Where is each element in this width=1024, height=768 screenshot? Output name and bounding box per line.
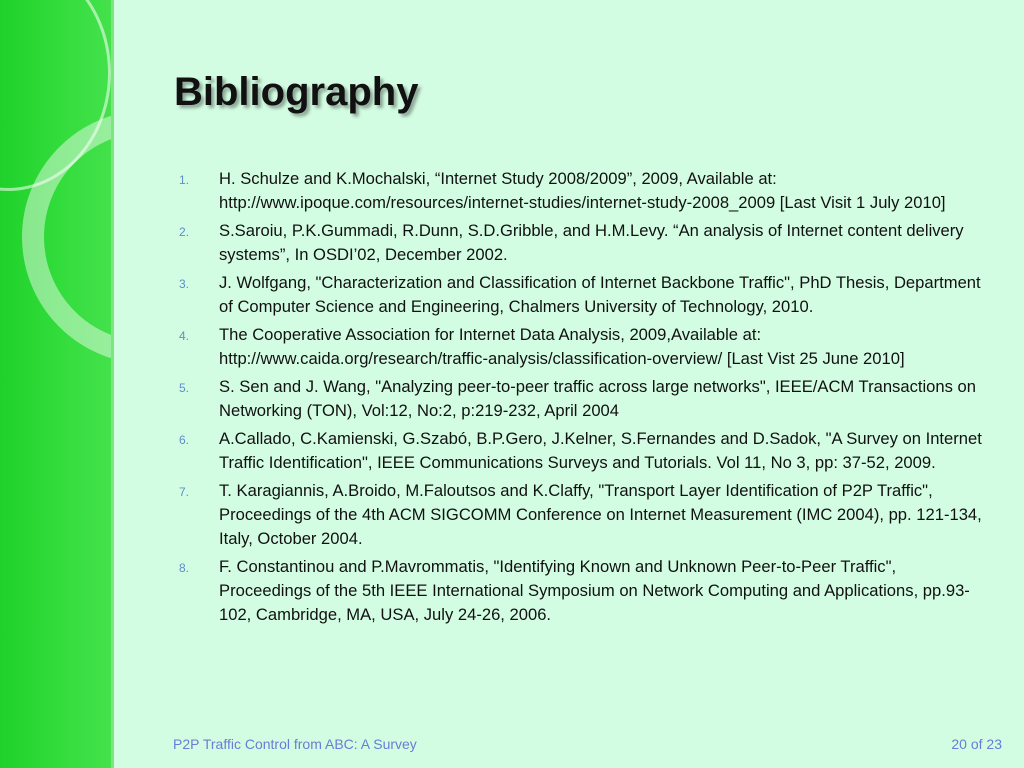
reference-number: 2. (179, 225, 190, 239)
reference-text: F. Constantinou and P.Mavrommatis, "Identifying Known and Unknown Peer-to-Peer Traffic", Proceedings of the 5th IEEE International Symposium on Network Computing and Applications, pp.93-102, Cambridge, MA, USA, July 24-26, 2006. (219, 557, 970, 624)
reference-item (178, 427, 988, 475)
footer-presentation-title: P2P Traffic Control from ABC: A Survey (173, 736, 417, 752)
decorative-sidebar (0, 0, 113, 768)
reference-text: H. Schulze and K.Mochalski, “Internet Study 2008/2009”, 2009, Available at: http://www.ipoque.com/resources/internet-studies/internet-study-2008_2009 [Last Visit 1 July 2010] (219, 169, 946, 212)
reference-text: The Cooperative Association for Internet Data Analysis, 2009,Available at: http://www.caida.org/research/traffic-analysis/classification-overview/ [Last Vist 25 June 2010] (219, 325, 905, 368)
reference-number: 3. (179, 277, 190, 291)
footer-page-indicator: 20 of 23 (951, 736, 1002, 752)
reference-text: S.Saroiu, P.K.Gummadi, R.Dunn, S.D.Gribble, and H.M.Levy. “An analysis of Internet content delivery systems”, In OSDI’02, December 2002. (219, 221, 964, 264)
sidebar-edge (111, 0, 114, 768)
reference-text: J. Wolfgang, "Characterization and Classification of Internet Backbone Traffic", PhD Thesis, Department of Computer Science and Engineering, Chalmers University of Technology, 2010. (219, 273, 981, 316)
reference-number: 7. (179, 485, 190, 499)
reference-item (178, 271, 988, 319)
reference-number: 1. (179, 173, 190, 187)
reference-number: 5. (179, 381, 190, 395)
reference-item (178, 323, 988, 371)
reference-text: A.Callado, C.Kamienski, G.Szabó, B.P.Gero, J.Kelner, S.Fernandes and D.Sadok, "A Survey on Internet Traffic Identification", IEEE Communications Surveys and Tutorials. Vol 11, No 3, pp: 37-52, 2009. (219, 429, 982, 472)
reference-item (178, 479, 988, 551)
reference-item (178, 167, 988, 215)
reference-list (178, 167, 988, 631)
reference-number: 8. (179, 561, 190, 575)
reference-number: 6. (179, 433, 190, 447)
reference-text: T. Karagiannis, A.Broido, M.Faloutsos and K.Claffy, "Transport Layer Identification of P2P Traffic", Proceedings of the 4th ACM SIGCOMM Conference on Internet Measurement (IMC 2004), pp. 121-134, Italy, October 2004. (219, 481, 982, 548)
reference-item (178, 555, 988, 627)
slide-title: Bibliography (174, 70, 419, 114)
reference-number: 4. (179, 329, 190, 343)
reference-text: S. Sen and J. Wang, "Analyzing peer-to-peer traffic across large networks", IEEE/ACM Transactions on Networking (TON), Vol:12, No:2, p:219-232, April 2004 (219, 377, 977, 420)
reference-item (178, 375, 988, 423)
reference-item (178, 219, 988, 267)
